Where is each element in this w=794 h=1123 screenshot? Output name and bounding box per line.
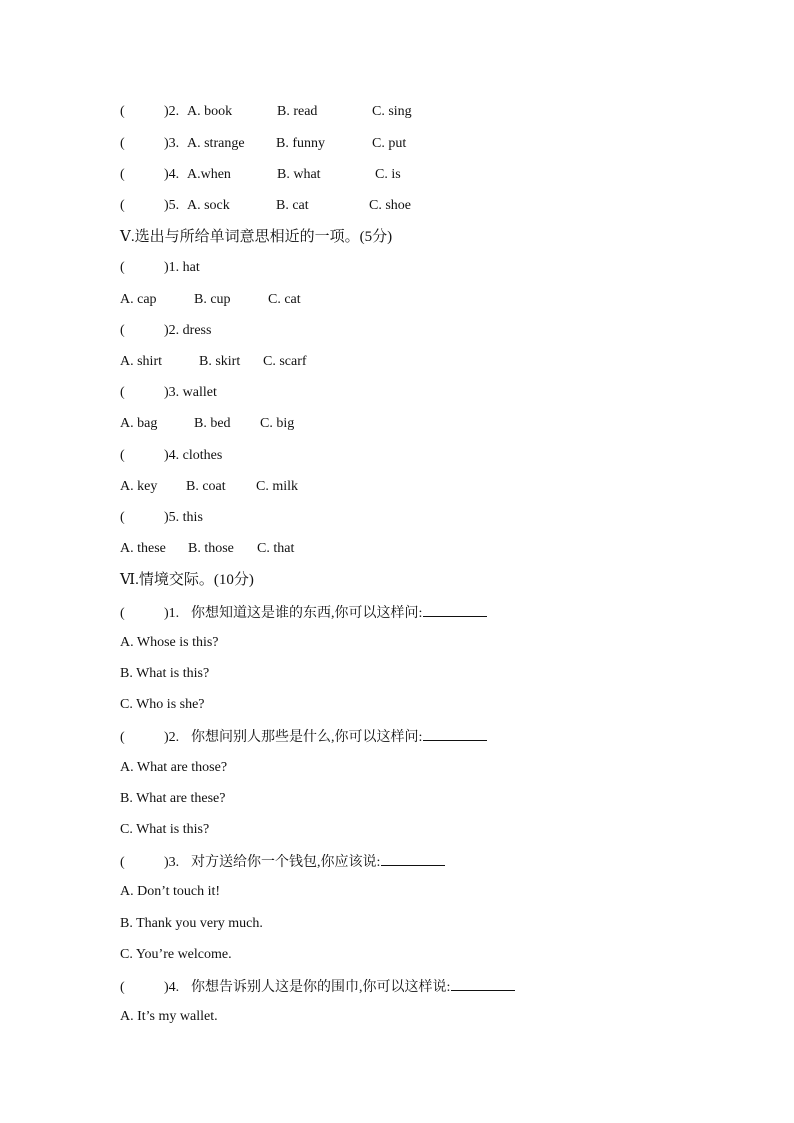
option-c: C. big bbox=[260, 416, 295, 431]
question-row bbox=[120, 260, 200, 276]
option-a: A. key bbox=[120, 479, 158, 494]
question-row bbox=[120, 104, 412, 120]
question-row bbox=[120, 198, 411, 214]
question-row bbox=[120, 448, 222, 464]
section-heading: Ⅴ.选出与所给单词意思相近的一项。(5分) bbox=[120, 229, 393, 245]
option-b: B. what bbox=[277, 167, 321, 182]
option-b: B. read bbox=[277, 104, 318, 119]
question-row bbox=[120, 385, 217, 401]
option-b: B. bed bbox=[194, 416, 231, 431]
option-b: B. Thank you very much. bbox=[120, 916, 263, 931]
answer-paren: ( bbox=[120, 167, 125, 182]
option-b: B. coat bbox=[186, 479, 226, 494]
question-number: )3. bbox=[164, 136, 180, 151]
option-a: A. Don’t touch it! bbox=[120, 884, 221, 899]
question-number: )2. bbox=[164, 104, 180, 119]
answer-paren: ( bbox=[120, 980, 125, 995]
option-a: A. these bbox=[120, 541, 166, 556]
answer-paren: ( bbox=[120, 104, 125, 119]
section-heading: Ⅵ.情境交际。(10分) bbox=[120, 572, 254, 588]
option-b: B. What are these? bbox=[120, 791, 226, 806]
option-a: A. Whose is this? bbox=[120, 635, 219, 650]
question-number: )4. bbox=[164, 980, 180, 995]
option-b: B. cat bbox=[276, 198, 309, 213]
option-b: B. cup bbox=[194, 292, 231, 307]
question-text: 你想知道这是谁的东西,你可以这样问: bbox=[191, 606, 423, 621]
question-number: )1. bbox=[164, 606, 180, 621]
option-a: A. shirt bbox=[120, 354, 162, 369]
question-row bbox=[120, 323, 211, 339]
question-text: 你想问别人那些是什么,你可以这样问: bbox=[191, 730, 423, 745]
options-row bbox=[120, 292, 301, 308]
option-b: B. those bbox=[188, 541, 234, 556]
question-text: )3. wallet bbox=[164, 385, 217, 400]
option-a: A. strange bbox=[187, 136, 245, 151]
answer-blank[interactable] bbox=[423, 604, 487, 617]
answer-paren: ( bbox=[120, 260, 125, 275]
question-row bbox=[120, 978, 515, 996]
option-c: C. You’re welcome. bbox=[120, 947, 232, 962]
question-text: )2. dress bbox=[164, 323, 212, 338]
option-c: C. is bbox=[375, 167, 401, 182]
question-number: )5. bbox=[164, 198, 180, 213]
option-c: C. sing bbox=[372, 104, 412, 119]
answer-paren: ( bbox=[120, 136, 125, 151]
option-c: C. shoe bbox=[369, 198, 411, 213]
option-c: C. milk bbox=[256, 479, 299, 494]
answer-paren: ( bbox=[120, 730, 125, 745]
option-a: A. It’s my wallet. bbox=[120, 1009, 218, 1024]
option-c: C. that bbox=[257, 541, 295, 556]
question-row bbox=[120, 853, 445, 871]
question-text: )4. clothes bbox=[164, 448, 223, 463]
option-a: A. bag bbox=[120, 416, 158, 431]
question-row bbox=[120, 604, 487, 622]
answer-blank[interactable] bbox=[423, 728, 487, 741]
option-b: B. What is this? bbox=[120, 666, 210, 681]
options-row bbox=[120, 416, 294, 432]
answer-paren: ( bbox=[120, 198, 125, 213]
option-c: C. cat bbox=[268, 292, 301, 307]
answer-paren: ( bbox=[120, 448, 125, 463]
question-row bbox=[120, 167, 401, 183]
option-c: C. What is this? bbox=[120, 822, 210, 837]
options-row bbox=[120, 354, 307, 370]
option-a: A. sock bbox=[187, 198, 230, 213]
question-row bbox=[120, 136, 406, 152]
question-number: )3. bbox=[164, 855, 180, 870]
question-number: )2. bbox=[164, 730, 180, 745]
option-c: C. put bbox=[372, 136, 407, 151]
answer-paren: ( bbox=[120, 606, 125, 621]
answer-blank[interactable] bbox=[381, 853, 445, 866]
question-text: )5. this bbox=[164, 510, 203, 525]
question-number: )4. bbox=[164, 167, 180, 182]
option-a: A. What are those? bbox=[120, 760, 228, 775]
answer-paren: ( bbox=[120, 385, 125, 400]
option-b: B. skirt bbox=[199, 354, 241, 369]
options-row bbox=[120, 479, 298, 495]
option-a: A. book bbox=[187, 104, 233, 119]
question-text: 你想告诉别人这是你的围巾,你可以这样说: bbox=[191, 980, 451, 995]
question-row bbox=[120, 728, 487, 746]
option-c: C. Who is she? bbox=[120, 697, 205, 712]
option-a: A.when bbox=[187, 167, 231, 182]
answer-paren: ( bbox=[120, 323, 125, 338]
answer-paren: ( bbox=[120, 510, 125, 525]
question-row bbox=[120, 510, 203, 526]
answer-blank[interactable] bbox=[451, 978, 515, 991]
option-a: A. cap bbox=[120, 292, 157, 307]
answer-paren: ( bbox=[120, 855, 125, 870]
question-text: 对方送给你一个钱包,你应该说: bbox=[191, 855, 381, 870]
option-b: B. funny bbox=[276, 136, 325, 151]
options-row bbox=[120, 541, 294, 557]
question-text: )1. hat bbox=[164, 260, 200, 275]
option-c: C. scarf bbox=[263, 354, 307, 369]
